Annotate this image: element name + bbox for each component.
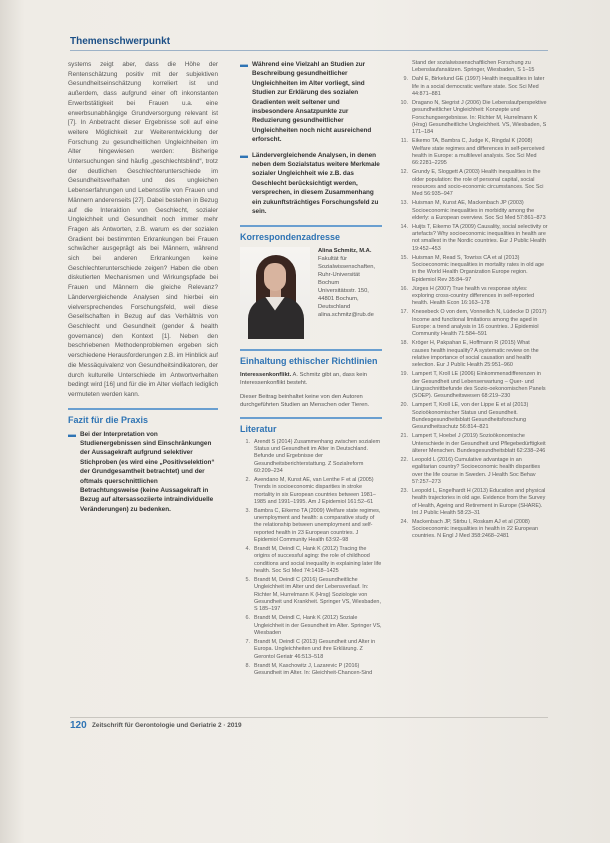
reference-text: Brandt M, Deindl C (2016) Gesundheitliche Ungleichheit im Alter und der Lebensverlauf. In: Richter M, Hurrelmann K (Hrsg) Soziologie von Gesundheit und Krankheit. Springer VS, Wiesbaden, S 185–197 (254, 577, 381, 613)
column-left (68, 60, 218, 520)
reference-number: 13. (400, 200, 408, 207)
practice-bullet (68, 430, 218, 515)
reference-item (398, 100, 548, 137)
ethics-statement: Dieser Beitrag beinhaltet keine von den Autoren durchgeführten Studien an Menschen oder Tieren. (240, 393, 370, 408)
reference-text: Brandt M, Deindl C, Hank K (2012) Tracing the origins of successful aging: the role of childhood conditions and social inequality in explaining later life health. Soc Sci Med 74:1418–1425 (254, 546, 382, 575)
reference-number: 5. (245, 577, 250, 584)
summary-bullet-text: Während eine Vielzahl an Studien zur Beschreibung gesundheitlicher Ungleichheiten im Alter vorliegt, sind Studien zur Erklärung des sozialen Gradienten weit seltener und insbesondere Ansatzpunkte zur Reduzierung gesundheitlicher Ungleichheiten noch nicht ausreichend erforscht. (252, 61, 372, 144)
reference-number: 11. (400, 138, 408, 145)
reference-number: 4. (245, 546, 250, 553)
reference-item (398, 371, 548, 400)
literature-title: Literatur (240, 423, 277, 434)
reference-list (398, 60, 548, 541)
ethics-title: Einhaltung ethischer Richtlinien (240, 355, 378, 366)
reference-number: 23. (400, 487, 408, 494)
reference-text: Kröger H, Pakpahan E, Hoffmann R (2015) What causes health inequality? A systematic review on the relative importance of social causation and health selection. Eur J Public Health 25:951–960 (412, 340, 539, 369)
reference-number: 12. (400, 169, 408, 176)
reference-number: 7. (245, 639, 250, 645)
conflict-label: Interessenkonflikt. (240, 371, 292, 378)
conflict-text: A. Schmitz gibt an, dass kein Interessenkonflikt besteht. (240, 371, 367, 386)
page-number: 120 (70, 720, 87, 731)
reference-text: Dahl E, Birkelund GE (1997) Health inequalities in later life in a social democratic welfare state. Soc Sci Med 44:871–881 (412, 76, 545, 97)
reference-list (240, 439, 382, 678)
reference-item (398, 457, 548, 486)
practice-box-rule (68, 408, 218, 410)
summary-bullet (240, 60, 382, 145)
reference-text: Dragano N, Siegrist J (2006) Die Lebenslaufperspektive gesundheitlicher Ungleichheit: Konzepte und Forschungsergebnisse. In: Richter M, Hurrelmann K (Hrsg) Gesundheitliche Ungleichheit. VS, Wiesbaden, S 171–184 (412, 99, 547, 136)
reference-text: Mackenbach JP, Stirbu I, Roskam AJ et al (2008) Socioeconomic inequalities in health in 22 European countries. N Engl J Med 358:2468–2481 (412, 518, 539, 540)
body-paragraph: systems zeigt aber, dass die Höhe der Rentenschätzung positiv mit der subjektiven Gesundheitseinschätzung korreliert ist und außerdem, dass aufgrund einer oft inkonstanten Erwerbstätigkeit bei Frauen u.a. eine erwerbsunabhängige Grundversorgung relevant ist [7]. In Anbetracht dieser Ergebnisse soll auf eine weitere Möglichkeit zur Weiterentwicklung der Forschung zu gesundheitlichen Ungleichheiten im Alter hingewiesen werden: Bisherige Untersuchungen sind häufig „geschlechtsblind“, trotz der deutlichen Geschlechterunterschiede im Gesundheitsverhalten und des ungleichen Lebenserfahrungen und Lebensstile von Frauen und Männern anderenseits [27]. Dabei bestehen in Bezug auf die Interaktion von Geschlecht, sozialer Ungleichheit und Gesundheit noch immer mehr Fragen als Antworten, z.B. warum es der sozialen Gradient bei bestimmten Erkrankungen bei Frauen schwächer ausgeprägt als bei Männern, während sich bei anderen Erkrankungen keine Geschlechterunterschiede zeigen? Haben die oben diskutierten Mechanismen und Wirkungspfade bei Frauen und Männern die gleiche Relevanz? Ländervergleichende Analysen sind hierbei ein vielversprechendes Forschungsfeld, weil diese Gesellschaften in Bezug auf das Verhältnis von Geschlecht und Gesundheit (gender & health governance) den Kontext [1]. Neben den beschriebenen Methodenproblemen ergeben sich verschiedene Herausforderungen z.B. im Hinblick auf die Messäquivalenz von Gesundheitsindikatoren, der durch kulturelle Unterschiede im Antwortverhalten bedingt wird [16] und für die im Alter vielfach lediglich vermuteten werden kann. (68, 61, 218, 398)
author-name: Alina Schmitz, M.A. (318, 247, 372, 254)
ethics-rule (240, 349, 382, 351)
address-line: 44801 Bochum, Deutschland (318, 295, 359, 310)
bullet-marker-icon: ▬ (240, 60, 248, 69)
reference-item (398, 309, 548, 338)
reference-item (398, 60, 548, 75)
reference-text: Stand der sozialwissenschaftlichen Forschung zu Lebenslaufansätzen. Springer, Wiesbaden, S 1–15 (412, 60, 535, 74)
reference-text: Avendano M, Kunst AE, van Lenthe F et al (2005) Trends in socioeconomic disparities in stroke mortality in six European countries between 1981–1985 and 1991–1995. Am J Epidemiol 161:52–61 (254, 476, 376, 505)
reference-number: 24. (400, 518, 408, 525)
reference-number: 2. (245, 476, 250, 483)
bullet-marker-icon: ▬ (240, 150, 248, 160)
reference-number: 3. (245, 507, 250, 514)
reference-text: Brandt M, Deindl C (2013) Gesundheit und Alter in Europa. Ungleichheiten und ihre Erklärung. Z Gerontol Geriatr 46:513–518 (254, 639, 376, 660)
reference-text: Lampert T, Hoebel J (2019) Sozioökonomische Unterschiede in der Gesundheit und Pflegebedürftigkeit älterer Menschen. Bundesgesundheitsblatt 62:238–246 (412, 433, 546, 454)
journal-title: Zeitschrift für Gerontologie und Geriatrie 2 · 2019 (92, 722, 242, 729)
reference-text: Eikemo TA, Bambra C, Judge K, Ringdal K (2008) Welfare state regimes and differences in self-perceived health in Europe: a multilevel analysis. Soc Sci Med 66:2281–2295 (412, 138, 545, 167)
reference-text: Jürges H (2007) True health vs response styles: exploring cross-country differences in self-reported health. Health Econ 16:163–178 (412, 285, 534, 307)
reference-item (240, 477, 382, 506)
column-middle (240, 60, 382, 679)
reference-text: Bambra C, Eikemo TA (2009) Welfare state regimes, unemployment and health: a comparative study of the relationship between unemployment and self-reported health in 23 European countries. J Epidemiol Community Health 63:92–98 (254, 507, 381, 544)
correspondence-block (240, 247, 382, 339)
reference-text: Leopold L (2016) Cumulative advantage in an egalitarian country? Socioeconomic health disparities over the life course in Sweden. J Health Soc Behav 57:257–273 (412, 456, 541, 485)
correspondence-address (318, 247, 382, 339)
conflict-statement (240, 371, 382, 387)
section-header: Themenschwerpunkt (70, 36, 171, 47)
reference-number: 9. (403, 76, 408, 83)
reference-item (398, 76, 548, 98)
reference-item (240, 546, 382, 575)
practice-box-title: Fazit für die Praxis (68, 414, 149, 425)
reference-text: Huisman M, Kunst AE, Mackenbach JP (2003) Socioeconomic inequalities in morbidity among the elderly: a European overview. Soc Sci Med 57:861–873 (412, 200, 546, 221)
reference-number: 15. (400, 254, 408, 261)
address-line: Sozialwissenschaften, (318, 263, 376, 270)
reference-item (398, 286, 548, 308)
column-right (398, 60, 548, 542)
reference-text: Grundy E, Sloggett A (2003) Health inequalities in the older population: the role of personal capital, social resources and socio-economic circumstances. Soc Sci Med 56:935–947 (412, 169, 544, 198)
header-rule (70, 50, 548, 51)
reference-item (240, 508, 382, 545)
author-photo (240, 247, 310, 339)
bullet-marker-icon: ▬ (68, 429, 76, 439)
reference-text: Huisman M, Read S, Towriss CA et al (2013) Socioeconomic inequalities in mortality rates in old age in the World Health Organization Europe region. Epidemiol Rev 35:84–97 (412, 254, 545, 283)
reference-text: Huijts T, Eikemo TA (2009) Causality, social selectivity or artefacts? Why socioeconomic inequalities in health are not smallest in the Nordic countries. Eur J Public Health 19:452–453 (412, 223, 548, 252)
reference-text: Brandt M, Kaschowitz J, Lazarevic P (2016) Gesundheit im Alter. In: Gleichheit-Chancen-Sind (254, 662, 373, 676)
reference-item (398, 200, 548, 222)
reference-number: 20. (400, 402, 408, 409)
practice-bullet-text: Bei der Interpretation von Studienergebnissen sind Einschränkungen der Aussagekraft aufgrund selektiver Stichproben (es wird eine „Positivselektion“ der Grundgesamtheit betrachtet) und der oftmals querschnittlichen Betrachtungsweise (keine Aussagekraft in Bezug auf altersassoziierte intraindividuelle Veränderungen) zu bedenken. (80, 430, 215, 513)
reference-text: Arendt S (2014) Zusammenhang zwischen sozialem Status und Gesundheit im Alter in Deutschland. Befunde und Ergebnisse der Gesundheitsberichterstattung. Z Sozialreform 60:209–234 (254, 438, 381, 474)
reference-item (240, 663, 382, 678)
reference-number: 10. (400, 99, 408, 106)
correspondence-title: Korrespondenzadresse (240, 231, 341, 242)
reference-number: 8. (245, 662, 250, 669)
reference-number: 18. (400, 340, 408, 347)
reference-item (240, 439, 382, 476)
reference-item (398, 255, 548, 284)
reference-number: 19. (400, 371, 408, 378)
reference-item (398, 433, 548, 455)
address-line: Ruhr-Universität Bochum (318, 271, 360, 286)
summary-bullet (240, 151, 382, 217)
reference-item (240, 639, 382, 661)
reference-item (398, 488, 548, 517)
reference-number: 16. (400, 285, 408, 292)
reference-text: Knesebeck O von dem, Vonneilich N, Lüdecke D (2017) Income and functional limitations among the aged in Europe: a trend analysis in 16 countries. J Epidemiol Community Health 71:584–591 (412, 309, 547, 338)
reference-item (398, 340, 548, 369)
reference-item (398, 138, 548, 167)
reference-text: Lampert T, Kroll LE (2006) Einkommensdifferenzen in der Gesundheit und Lebenserwartung – Quer- und Längsschnittbefunde des Sozio-oekonomischen Panels (SOEP). Gesundheitswesen 68:219–230 (412, 371, 546, 400)
reference-item (398, 519, 548, 541)
reference-number (398, 60, 412, 75)
reference-item (240, 615, 382, 637)
reference-text: Brandt M, Deindl C, Hank K (2012) Soziale Ungleichheit in der Gesundheit im Alter. Springer VS, Wiesbaden (254, 615, 382, 637)
address-line: Fakultät für (318, 255, 347, 262)
email-link[interactable]: alina.schmitz@rub.de (318, 311, 374, 318)
literature-rule (240, 417, 382, 419)
reference-number: 22. (400, 456, 408, 463)
reference-number: 14. (400, 223, 408, 230)
address-line: Universitätsstr. 150, (318, 287, 369, 294)
reference-item (398, 402, 548, 431)
reference-text: Lampert T, Kroll LE, von der Lippe E et al (2013) Sozioökonomischer Status und Gesundheit. Bundesgesundheitsblatt Gesundheitsforschung Gesundheitsschutz 56:814–821 (412, 402, 529, 431)
reference-item (398, 224, 548, 253)
reference-text: Leopold L, Engelhardt H (2013) Education and physical health trajectories in old age. Evidence from the Survey of Health, Ageing and Retirement in Europe (SHARE). Int J Public Health 58:23–31 (412, 487, 546, 516)
reference-number: 17. (400, 309, 408, 316)
reference-item (240, 577, 382, 614)
reference-item (398, 169, 548, 198)
summary-bullet-text: Ländervergleichende Analysen, in denen neben dem Sozialstatus weitere Merkmale sozialer Ungleichheit wie z.B. das Geschlecht berücksichtigt werden, versprechen, in diesem Zusammenhang ein zukunftsträchtiges Forschungsfeld zu sein. (252, 151, 380, 216)
reference-number: 1. (245, 438, 250, 445)
reference-number: 6. (245, 615, 250, 622)
correspondence-rule (240, 225, 382, 227)
reference-number: 21. (400, 433, 408, 440)
footer-rule (70, 717, 548, 718)
